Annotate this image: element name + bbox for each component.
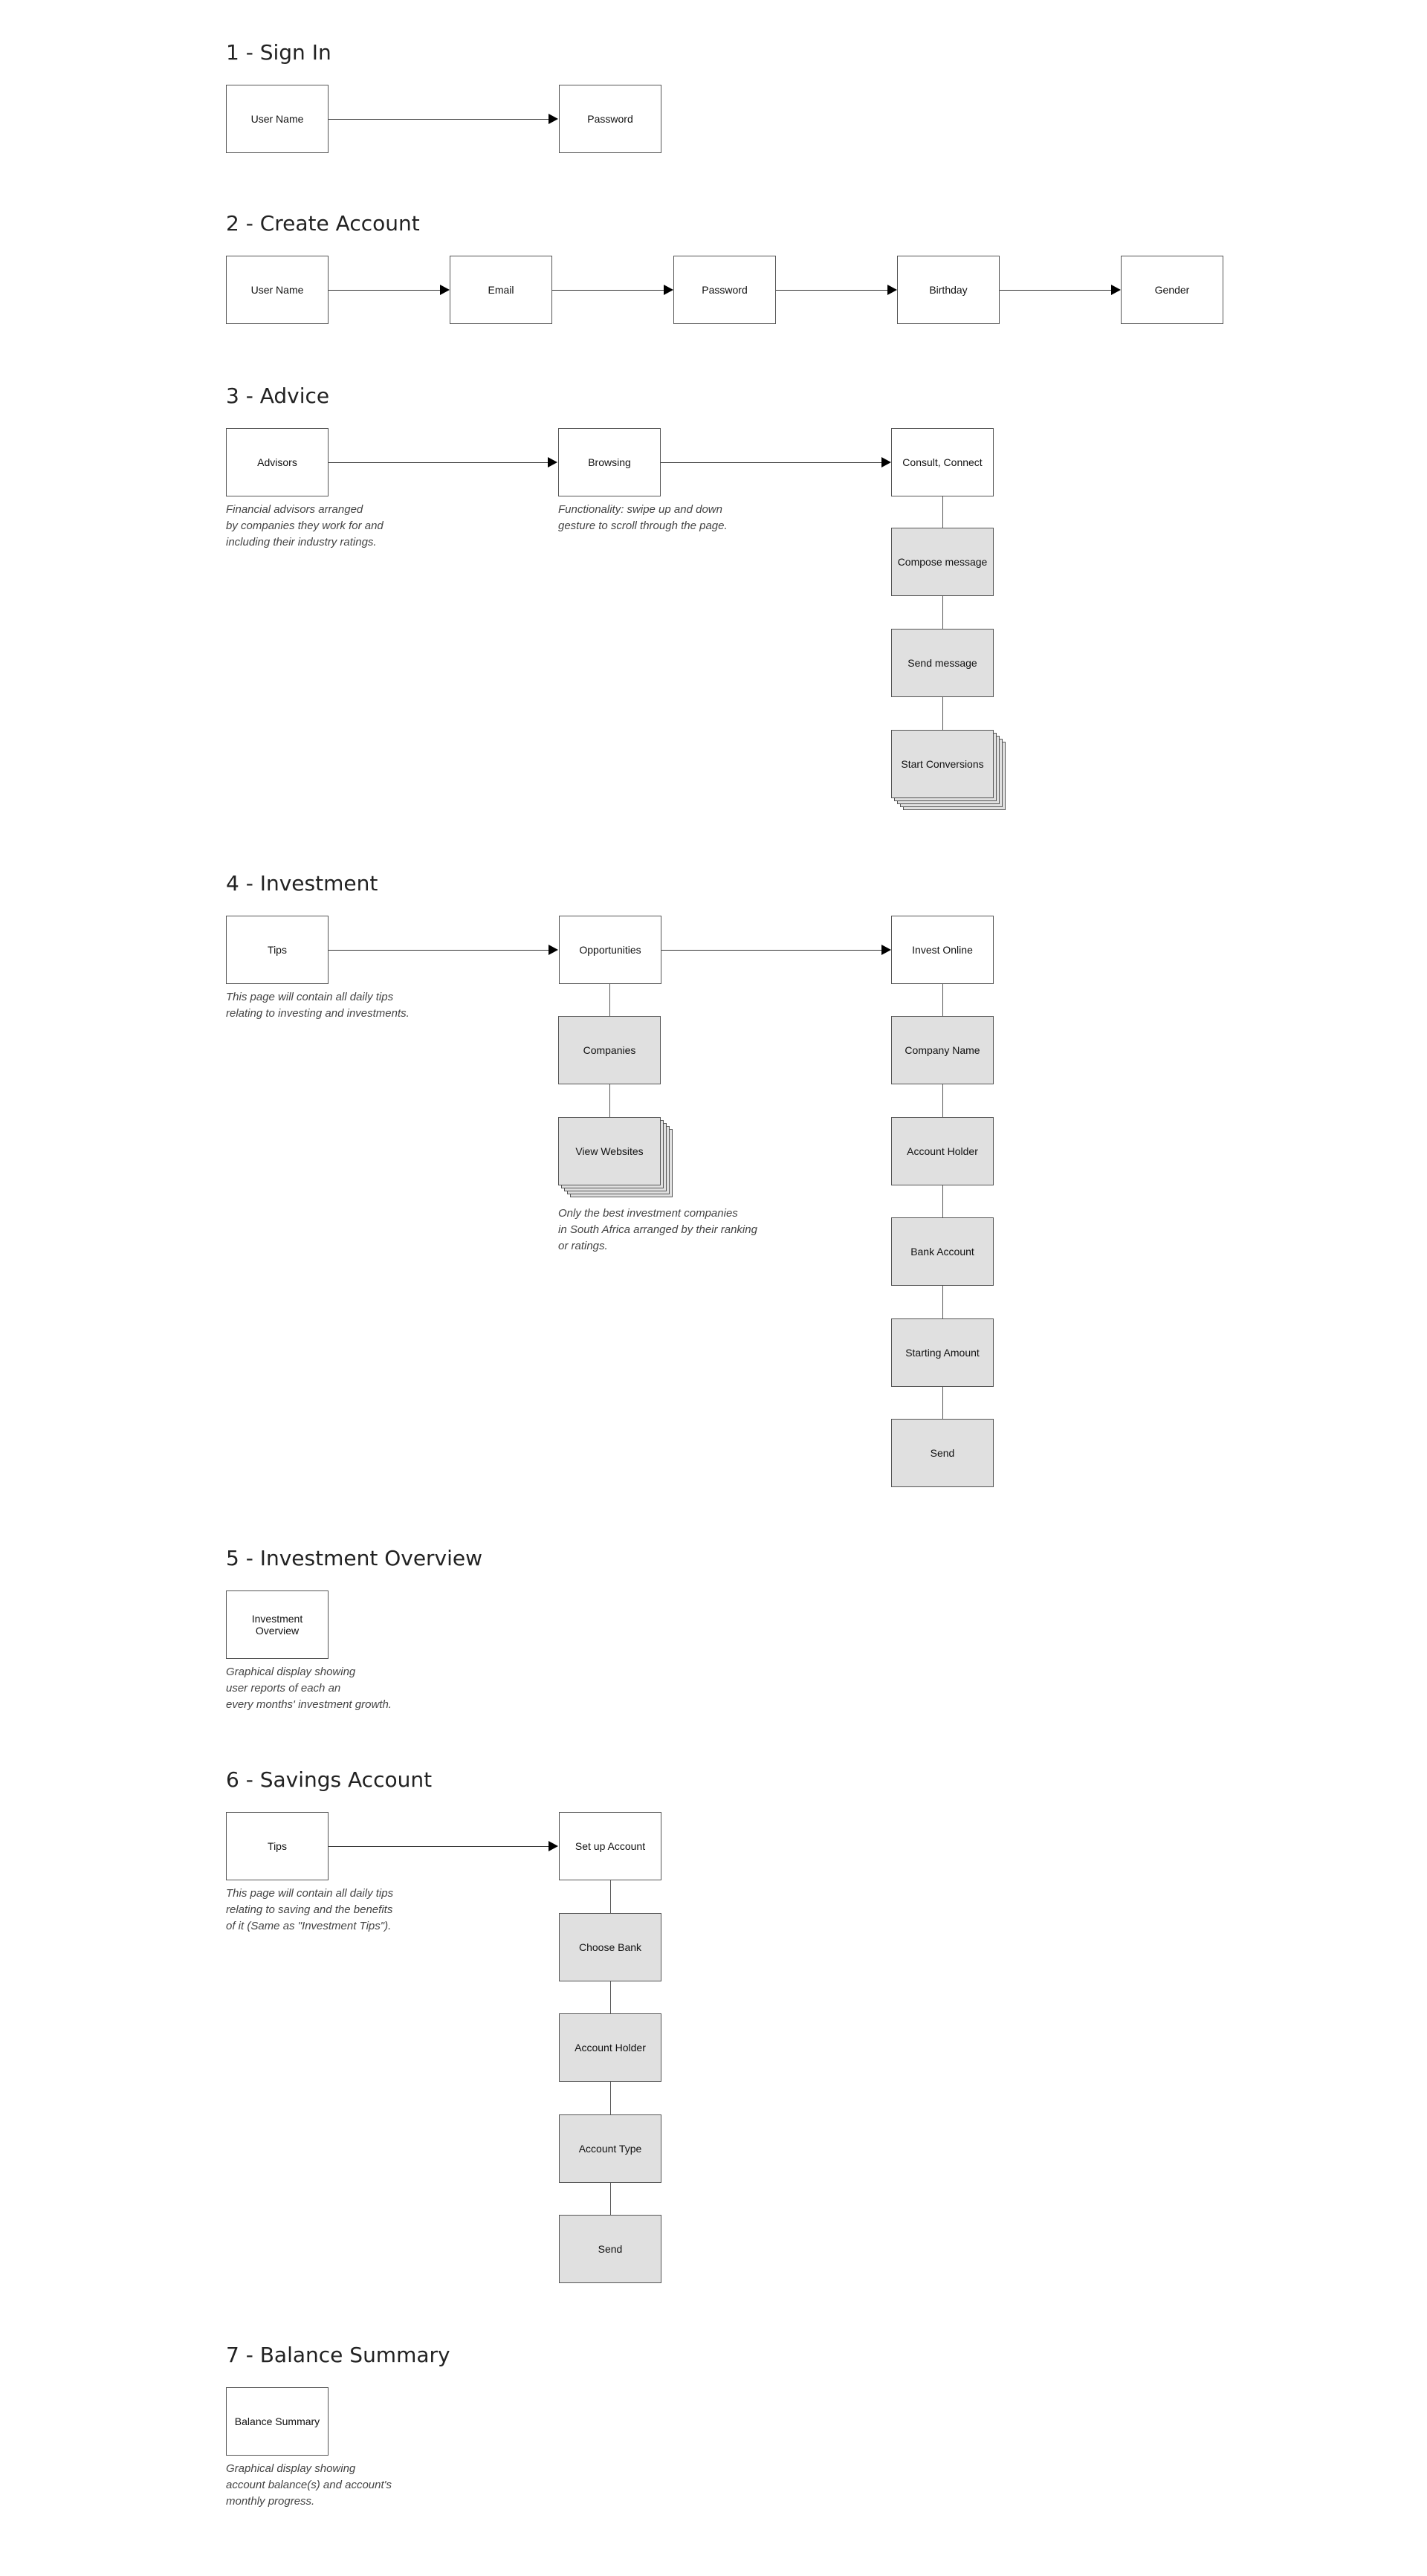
connector-line	[329, 119, 549, 120]
arrow-head	[440, 285, 450, 295]
connector-line	[942, 697, 943, 730]
choose-bank-box[interactable]	[559, 1913, 661, 1981]
section-title-balance-summary: 7 - Balance Summary	[226, 2343, 450, 2367]
connector-line	[942, 1286, 943, 1318]
companies-box[interactable]	[558, 1016, 661, 1084]
box-label: Companies	[583, 1044, 636, 1056]
connector-line	[942, 596, 943, 629]
create-user-name-box[interactable]	[226, 256, 329, 324]
view-websites-box[interactable]	[558, 1117, 661, 1185]
box-label: Balance Summary	[234, 2415, 320, 2427]
advisors-box[interactable]	[226, 428, 329, 496]
box-label: Start Conversions	[901, 758, 984, 770]
advisors-note: Financial advisors arranged by companies they work for and including their industry ratings.	[226, 503, 384, 548]
connector-line	[661, 462, 881, 463]
section-title-sign-in: 1 - Sign In	[226, 40, 331, 65]
box-label: Birthday	[929, 284, 968, 296]
account-type-box[interactable]	[559, 2114, 661, 2183]
connector-line	[329, 1846, 549, 1847]
arrow-head	[887, 285, 897, 295]
start-conversions-box[interactable]	[891, 730, 994, 798]
starting-amount-box[interactable]	[891, 1318, 994, 1387]
box-label: Gender	[1154, 284, 1190, 296]
investment-overview-box[interactable]	[226, 1590, 329, 1659]
savings-tips-box[interactable]	[226, 1812, 329, 1880]
investment-tips-box[interactable]	[226, 916, 329, 984]
box-label: Send	[598, 2243, 623, 2255]
arrow-head	[664, 285, 673, 295]
overview-note: Graphical display showing user reports of each an every months' investment growth.	[226, 1666, 392, 1711]
savings-send-box[interactable]	[559, 2215, 661, 2283]
connector-line	[942, 1185, 943, 1217]
box-label: Account Type	[578, 2143, 642, 2155]
birthday-box[interactable]	[897, 256, 1000, 324]
investment-send-box[interactable]	[891, 1419, 994, 1487]
bank-account-box[interactable]	[891, 1217, 994, 1286]
connector-line	[942, 1084, 943, 1117]
box-label: Invest Online	[912, 944, 973, 956]
box-label: Password	[587, 113, 633, 125]
compose-message-box[interactable]	[891, 528, 994, 596]
connector-line	[329, 462, 548, 463]
connector-line	[942, 496, 943, 528]
savings-account-holder-box[interactable]	[559, 2013, 661, 2082]
box-label: Browsing	[588, 456, 631, 468]
invest-online-box[interactable]	[891, 916, 994, 984]
box-label: Compose message	[897, 556, 988, 568]
arrow-head	[549, 1841, 558, 1851]
box-label: Opportunities	[579, 944, 641, 956]
browsing-box[interactable]	[558, 428, 661, 496]
box-label: Advisors	[257, 456, 297, 468]
opportunities-box[interactable]	[559, 916, 661, 984]
box-label: Choose Bank	[578, 1941, 642, 1953]
box-label: Consult, Connect	[902, 456, 983, 468]
box-label: Set up Account	[575, 1840, 646, 1852]
websites-note: Only the best investment companies in South Africa arranged by their ranking or ratings.	[558, 1207, 757, 1252]
section-title-investment: 4 - Investment	[226, 871, 378, 896]
company-name-box[interactable]	[891, 1016, 994, 1084]
balance-summary-box[interactable]	[226, 2387, 329, 2456]
arrow-head	[549, 945, 558, 955]
box-label: View Websites	[575, 1145, 644, 1157]
connector-line	[329, 950, 549, 951]
create-password-box[interactable]	[673, 256, 776, 324]
arrow-head	[549, 114, 558, 124]
box-label: Password	[702, 284, 748, 296]
box-label: Tips	[268, 944, 287, 956]
arrow-head	[548, 457, 557, 467]
box-label: Tips	[268, 1840, 287, 1852]
arrow-head	[1111, 285, 1121, 295]
box-label: Bank Account	[910, 1246, 974, 1258]
savings-tips-note: This page will contain all daily tips relating to saving and the benefits of it (Same as "Investment Tips").	[226, 1887, 394, 1932]
password-box[interactable]	[559, 85, 661, 153]
connector-line	[1000, 290, 1111, 291]
investment-tips-note: This page will contain all daily tips relating to investing and investments.	[226, 991, 410, 1020]
box-label: User Name	[250, 113, 304, 125]
connector-line	[942, 984, 943, 1016]
set-up-account-box[interactable]	[559, 1812, 661, 1880]
connector-line	[552, 290, 664, 291]
box-label: Send	[930, 1447, 955, 1459]
send-message-box[interactable]	[891, 629, 994, 697]
connector-line	[942, 1387, 943, 1419]
box-label: Account Holder	[575, 2042, 646, 2054]
connector-line	[776, 290, 887, 291]
connector-line	[661, 950, 881, 951]
section-title-savings-account: 6 - Savings Account	[226, 1767, 433, 1792]
user-name-box[interactable]	[226, 85, 329, 153]
section-title-advice: 3 - Advice	[226, 384, 330, 408]
box-label: Starting Amount	[905, 1347, 980, 1359]
connector-line	[329, 290, 440, 291]
box-label: User Name	[250, 284, 304, 296]
connector-line	[609, 984, 610, 1016]
box-label: Company Name	[905, 1044, 980, 1056]
connector-line	[610, 1981, 611, 2013]
section-title-investment-overview: 5 - Investment Overview	[226, 1546, 483, 1570]
connector-line	[610, 2183, 611, 2215]
balance-note: Graphical display showing account balance(s) and account's monthly progress.	[226, 2462, 392, 2508]
box-label: Account Holder	[907, 1145, 978, 1157]
connector-line	[610, 1880, 611, 1913]
section-title-create-account: 2 - Create Account	[226, 211, 420, 236]
account-holder-box[interactable]	[891, 1117, 994, 1185]
arrow-head	[881, 945, 891, 955]
connector-line	[610, 2082, 611, 2114]
box-label: Investment Overview	[251, 1613, 303, 1637]
box-label: Email	[488, 284, 514, 296]
box-label: Send message	[907, 657, 977, 669]
gender-box[interactable]	[1121, 256, 1223, 324]
connector-line	[609, 1084, 610, 1117]
consult-connect-box[interactable]	[891, 428, 994, 496]
arrow-head	[881, 457, 891, 467]
email-box[interactable]	[450, 256, 552, 324]
browsing-note: Functionality: swipe up and down gesture to scroll through the page.	[558, 503, 728, 532]
